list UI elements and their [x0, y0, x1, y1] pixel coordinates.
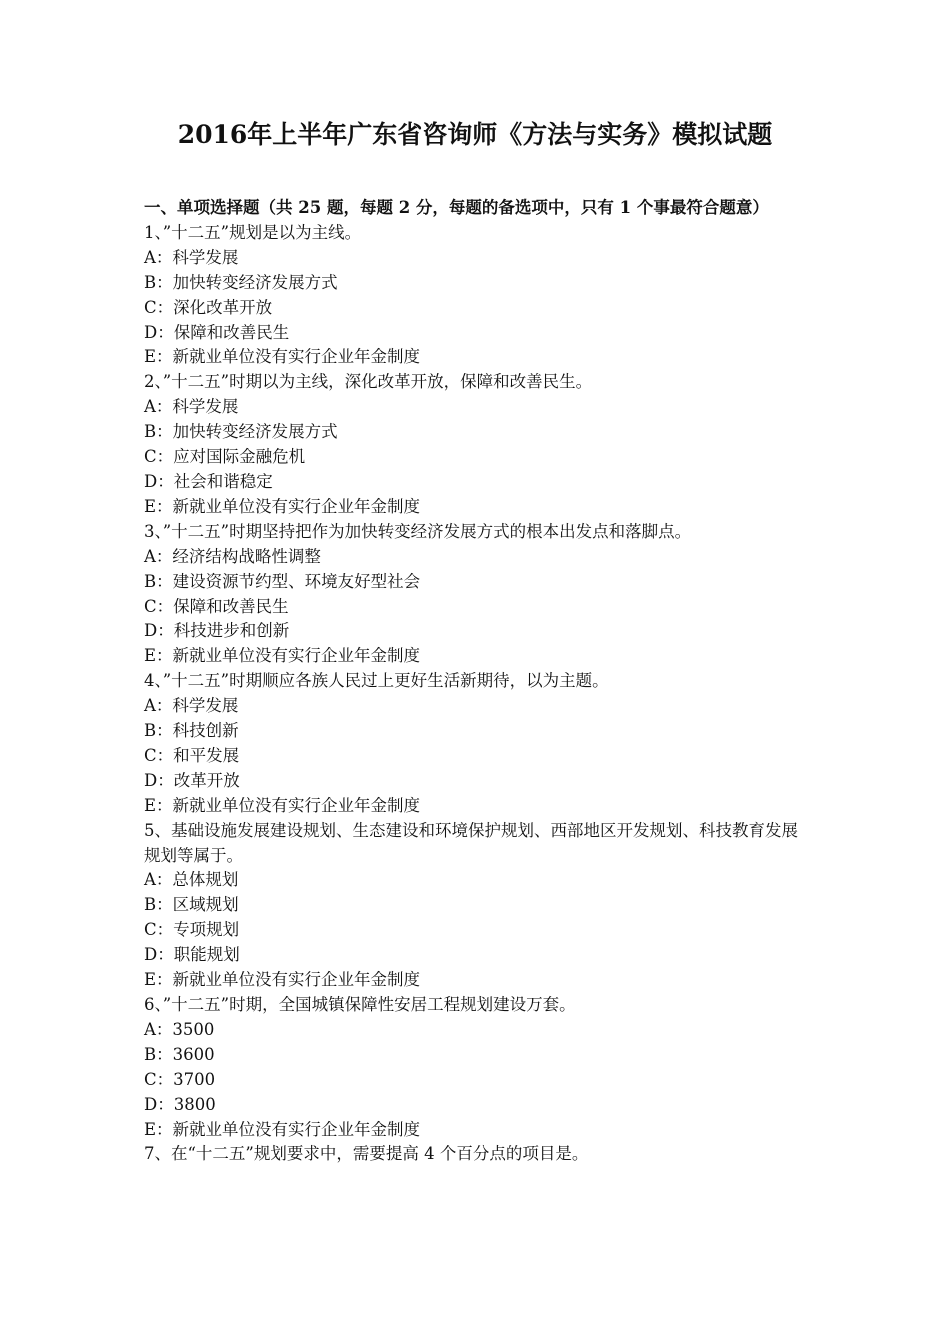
answer-option: B：区域规划	[144, 895, 239, 915]
answer-option: D：社会和谐稳定	[144, 471, 273, 491]
question-block	[144, 819, 808, 993]
answer-option: D：保障和改善民生	[144, 322, 290, 342]
answer-option: C：应对国际金融危机	[144, 447, 306, 467]
answer-option: A：经济结构战略性调整	[144, 546, 321, 566]
answer-option: D：职能规划	[144, 945, 240, 965]
answer-option: D：3800	[144, 1094, 216, 1114]
answer-option: C：深化改革开放	[144, 297, 273, 317]
question-stem: 5、基础设施发展建设规划、生态建设和环境保护规划、西部地区开发规划、科技教育发展规划等属于。	[144, 820, 798, 865]
answer-option: E：新就业单位没有实行企业年金制度	[144, 496, 421, 516]
answer-option: A：科学发展	[144, 397, 239, 417]
question-stem: 1、”十二五”规划是以为主线。	[144, 222, 362, 242]
answer-option: E：新就业单位没有实行企业年金制度	[144, 970, 421, 990]
question-block	[144, 520, 808, 669]
answer-option: B：加快转变经济发展方式	[144, 272, 338, 292]
answer-option: A：总体规划	[144, 870, 239, 890]
answer-option: B：3600	[144, 1044, 215, 1064]
answer-option: D：改革开放	[144, 770, 240, 790]
answer-option: B：建设资源节约型、环境友好型社会	[144, 571, 421, 591]
answer-option: C：和平发展	[144, 745, 240, 765]
question-block	[144, 370, 808, 519]
question-stem: 2、”十二五”时期以为主线，深化改革开放，保障和改善民生。	[144, 372, 593, 392]
question-block	[144, 993, 808, 1142]
question-list	[144, 221, 808, 1167]
answer-option: A：科学发展	[144, 696, 239, 716]
question-stem: 7、在“十二五”规划要求中，需要提高 4 个百分点的项目是。	[144, 1144, 589, 1164]
question-stem: 4、”十二五”时期顺应各族人民过上更好生活新期待，以为主题。	[144, 671, 609, 691]
answer-option: A：3500	[144, 1019, 215, 1039]
answer-option: C：专项规划	[144, 920, 240, 940]
question-block	[144, 221, 808, 370]
question-stem: 3、”十二五”时期坚持把作为加快转变经济发展方式的根本出发点和落脚点。	[144, 521, 692, 541]
answer-option: D：科技进步和创新	[144, 621, 290, 641]
answer-option: A：科学发展	[144, 247, 239, 267]
answer-option: B：加快转变经济发展方式	[144, 422, 338, 442]
answer-option: E：新就业单位没有实行企业年金制度	[144, 347, 421, 367]
question-block	[144, 1142, 808, 1167]
answer-option: E：新就业单位没有实行企业年金制度	[144, 646, 421, 666]
question-stem: 6、”十二五”时期，全国城镇保障性安居工程规划建设万套。	[144, 995, 576, 1014]
answer-option: C：3700	[144, 1069, 216, 1089]
document-title: 2016年上半年广东省咨询师《方法与实务》模拟试题	[177, 120, 773, 149]
answer-option: E：新就业单位没有实行企业年金制度	[144, 1119, 421, 1139]
answer-option: B：科技创新	[144, 721, 239, 741]
answer-option: C：保障和改善民生	[144, 596, 289, 616]
answer-option: E：新就业单位没有实行企业年金制度	[144, 795, 421, 815]
question-block	[144, 669, 808, 818]
document-body	[144, 196, 808, 1167]
section-heading: 一、单项选择题（共 25 题，每题 2 分，每题的备选项中，只有 1 个事最符合题意）	[144, 198, 769, 217]
